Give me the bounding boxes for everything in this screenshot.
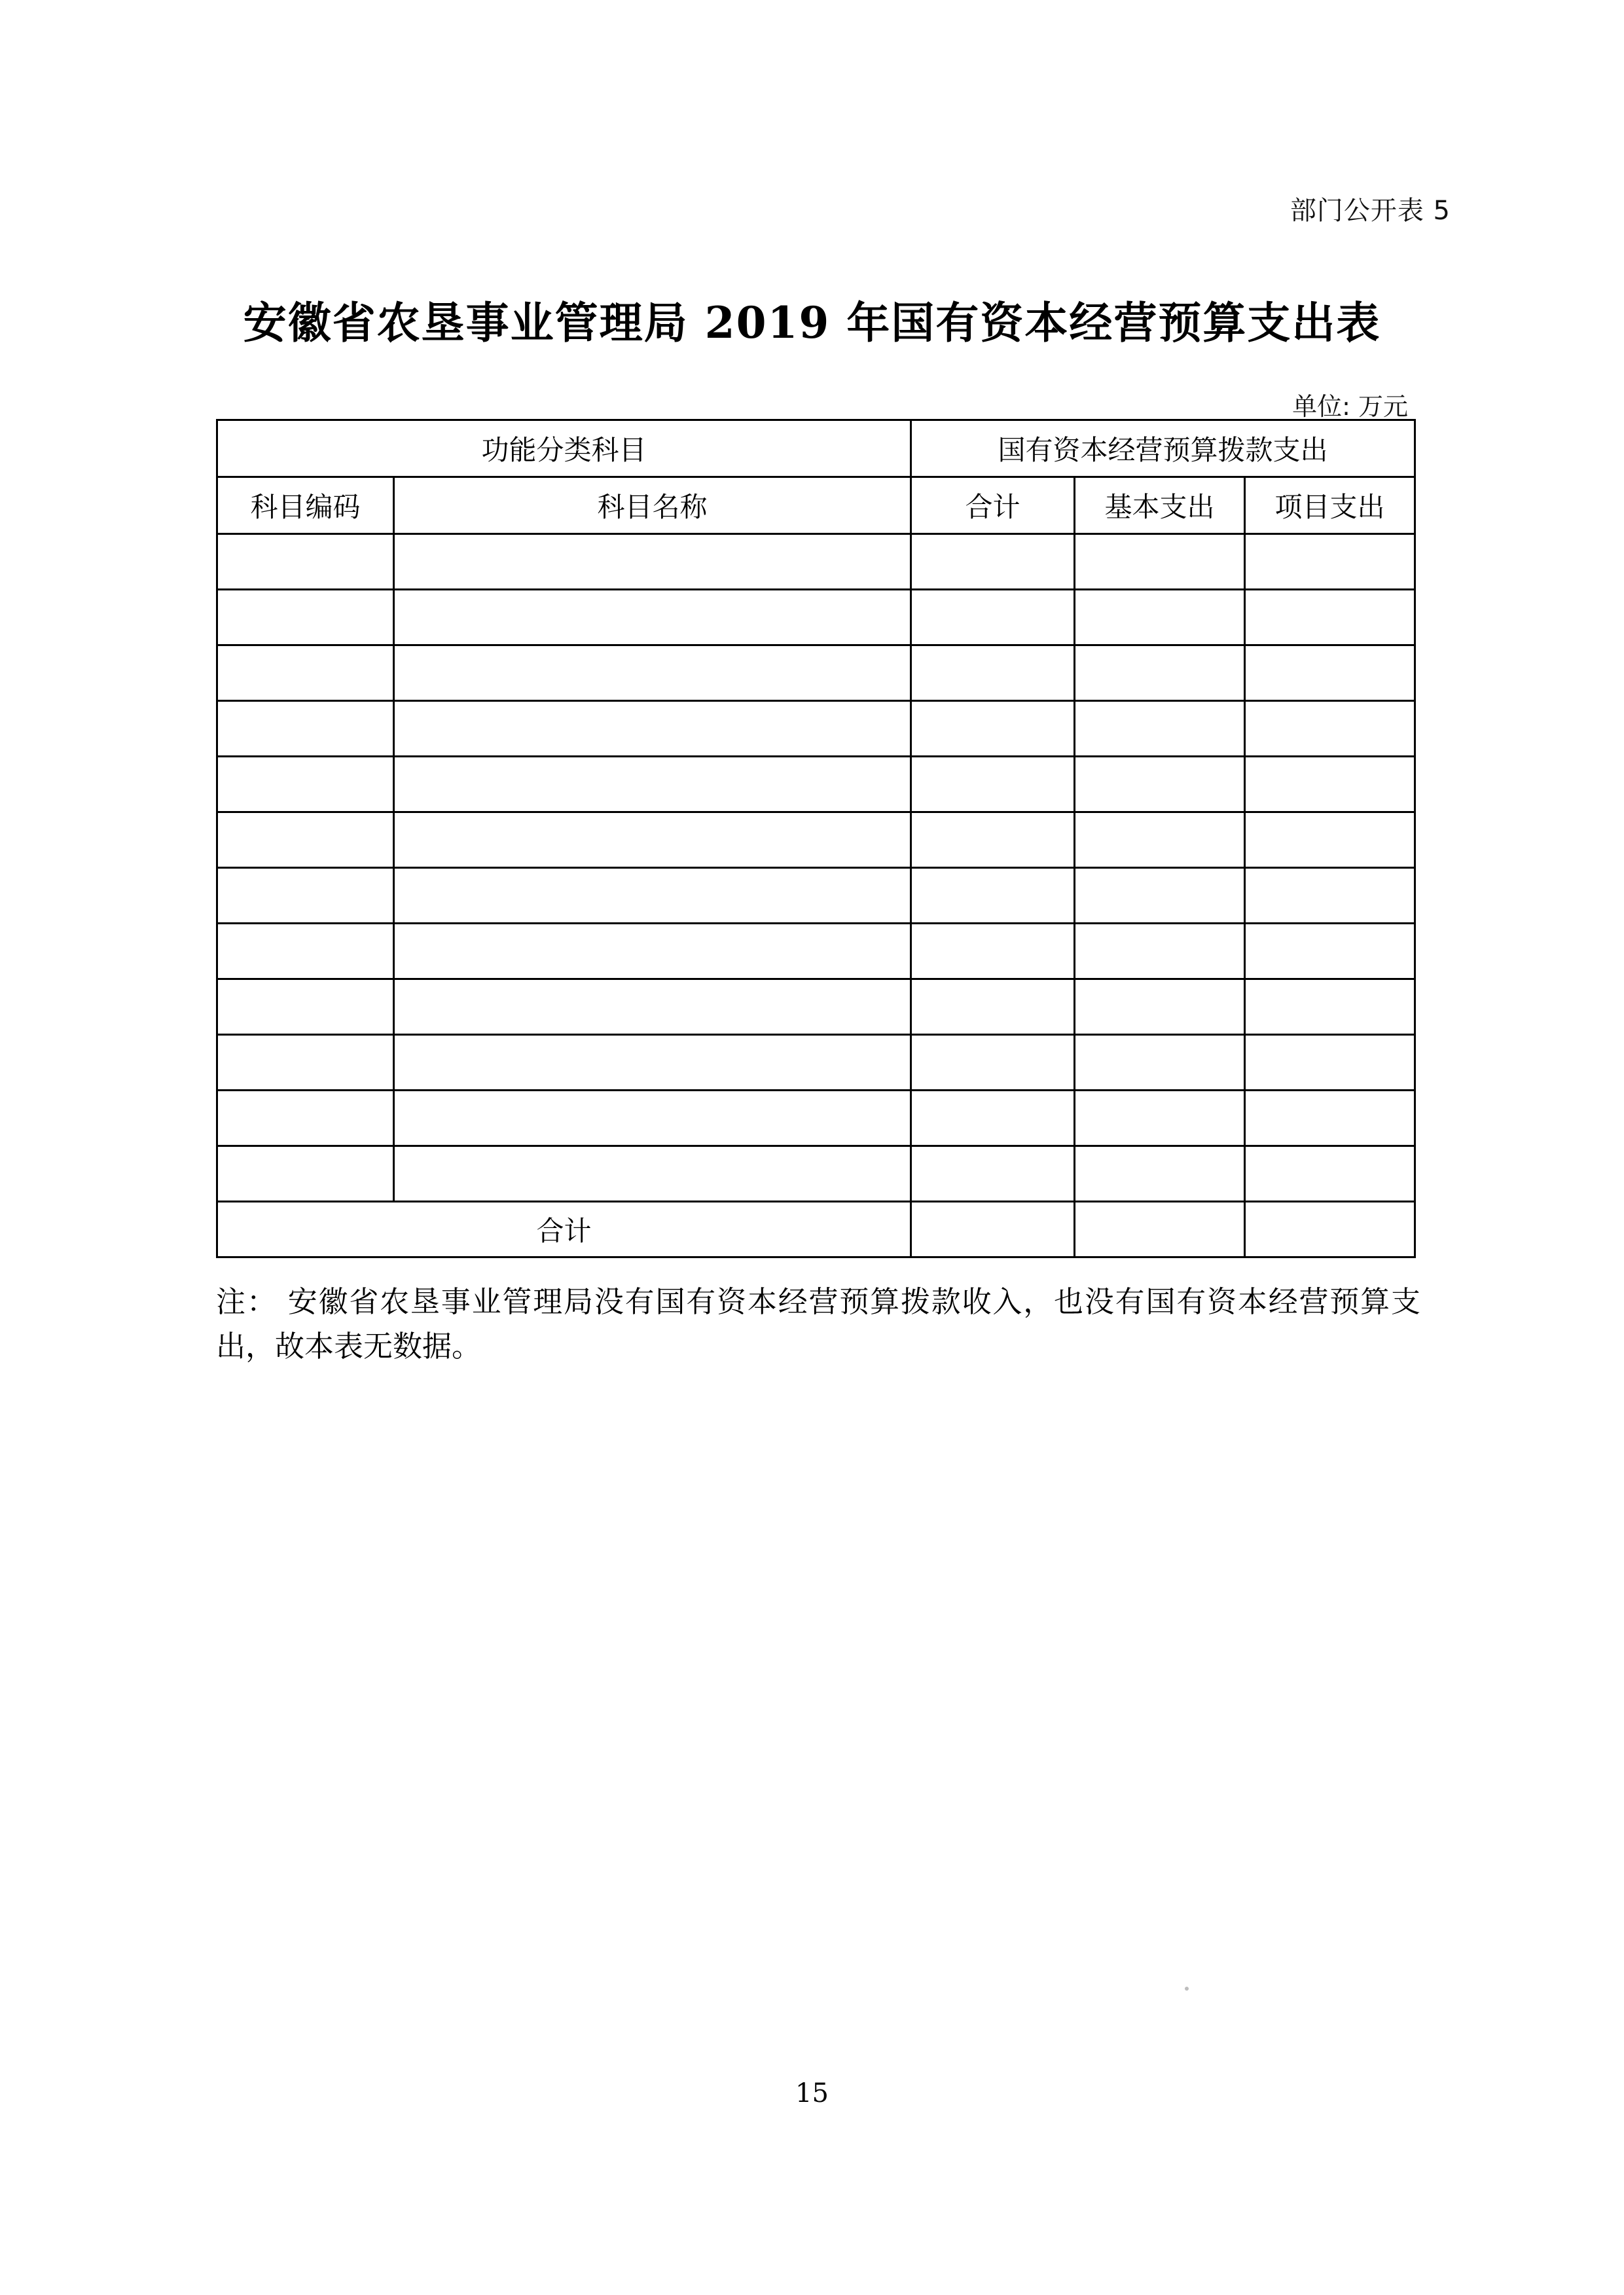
cell-total [911,1146,1075,1202]
table-row [217,534,1415,590]
group-header-function-category: 功能分类科目 [217,420,911,477]
total-row-label: 合计 [217,1202,911,1257]
cell-total [911,1035,1075,1091]
total-row-basic [1075,1202,1245,1257]
cell-subject-code [217,812,394,868]
table-row [217,812,1415,868]
column-header-subject-name: 科目名称 [394,477,911,534]
cell-subject-name [394,924,911,979]
cell-basic [1075,1146,1245,1202]
table-row [217,590,1415,645]
cell-basic [1075,645,1245,701]
cell-project [1245,645,1415,701]
table-total-row [217,1202,1415,1257]
cell-subject-code [217,1146,394,1202]
cell-total [911,645,1075,701]
cell-subject-name [394,757,911,812]
cell-total [911,534,1075,590]
cell-basic [1075,1035,1245,1091]
page-title: 安徽省农垦事业管理局 2019 年国有资本经营预算支出表 [243,297,1381,348]
cell-total [911,924,1075,979]
cell-subject-code [217,924,394,979]
cell-project [1245,701,1415,757]
cell-project [1245,1146,1415,1202]
cell-subject-code [217,701,394,757]
cell-total [911,701,1075,757]
cell-total [911,868,1075,924]
total-row-project [1245,1202,1415,1257]
cell-basic [1075,812,1245,868]
cell-total [911,757,1075,812]
column-header-project-expenditure: 项目支出 [1245,477,1415,534]
group-header-state-capital-expenditure: 国有资本经营预算拨款支出 [911,420,1415,477]
cell-project [1245,534,1415,590]
cell-basic [1075,534,1245,590]
cell-project [1245,979,1415,1035]
cell-project [1245,812,1415,868]
cell-basic [1075,979,1245,1035]
table-column-header-row [217,477,1415,534]
cell-subject-name [394,590,911,645]
budget-table [216,419,1416,1258]
table-row [217,1091,1415,1146]
table-row [217,701,1415,757]
cell-total [911,812,1075,868]
cell-subject-code [217,1091,394,1146]
cell-total [911,590,1075,645]
table-row [217,979,1415,1035]
page-number: 15 [795,2078,829,2108]
column-header-total: 合计 [911,477,1075,534]
table-group-header-row [217,420,1415,477]
table-note: 注： 安徽省农垦事业管理局没有国有资本经营预算拨款收入，也没有国有资本经营预算支出，故本表无数据。 [216,1284,1420,1364]
cell-subject-name [394,1146,911,1202]
cell-total [911,1091,1075,1146]
column-header-basic-expenditure: 基本支出 [1075,477,1245,534]
cell-subject-name [394,1091,911,1146]
cell-project [1245,1035,1415,1091]
table-row [217,868,1415,924]
cell-basic [1075,701,1245,757]
cell-subject-code [217,590,394,645]
cell-subject-name [394,868,911,924]
cell-project [1245,868,1415,924]
table-row [217,645,1415,701]
cell-subject-code [217,979,394,1035]
cell-subject-code [217,1035,394,1091]
cell-subject-code [217,645,394,701]
table-row [217,1035,1415,1091]
header-label: 部门公开表 5 [1290,196,1451,226]
table-body [217,534,1415,1257]
cell-project [1245,1091,1415,1146]
cell-basic [1075,924,1245,979]
table-row [217,924,1415,979]
cell-subject-name [394,701,911,757]
cell-basic [1075,1091,1245,1146]
cell-subject-code [217,534,394,590]
cell-basic [1075,757,1245,812]
cell-project [1245,757,1415,812]
table-row [217,757,1415,812]
unit-label: 单位: 万元 [1292,392,1408,421]
cell-subject-name [394,812,911,868]
cell-subject-name [394,534,911,590]
cell-subject-code [217,757,394,812]
cell-project [1245,924,1415,979]
cell-basic [1075,590,1245,645]
cell-basic [1075,868,1245,924]
cell-subject-name [394,645,911,701]
cell-subject-code [217,868,394,924]
column-header-subject-code: 科目编码 [217,477,394,534]
table-row [217,1146,1415,1202]
cell-total [911,979,1075,1035]
cell-subject-name [394,979,911,1035]
cell-project [1245,590,1415,645]
total-row-total [911,1202,1075,1257]
cell-subject-name [394,1035,911,1091]
page-speck [1185,1987,1189,1991]
